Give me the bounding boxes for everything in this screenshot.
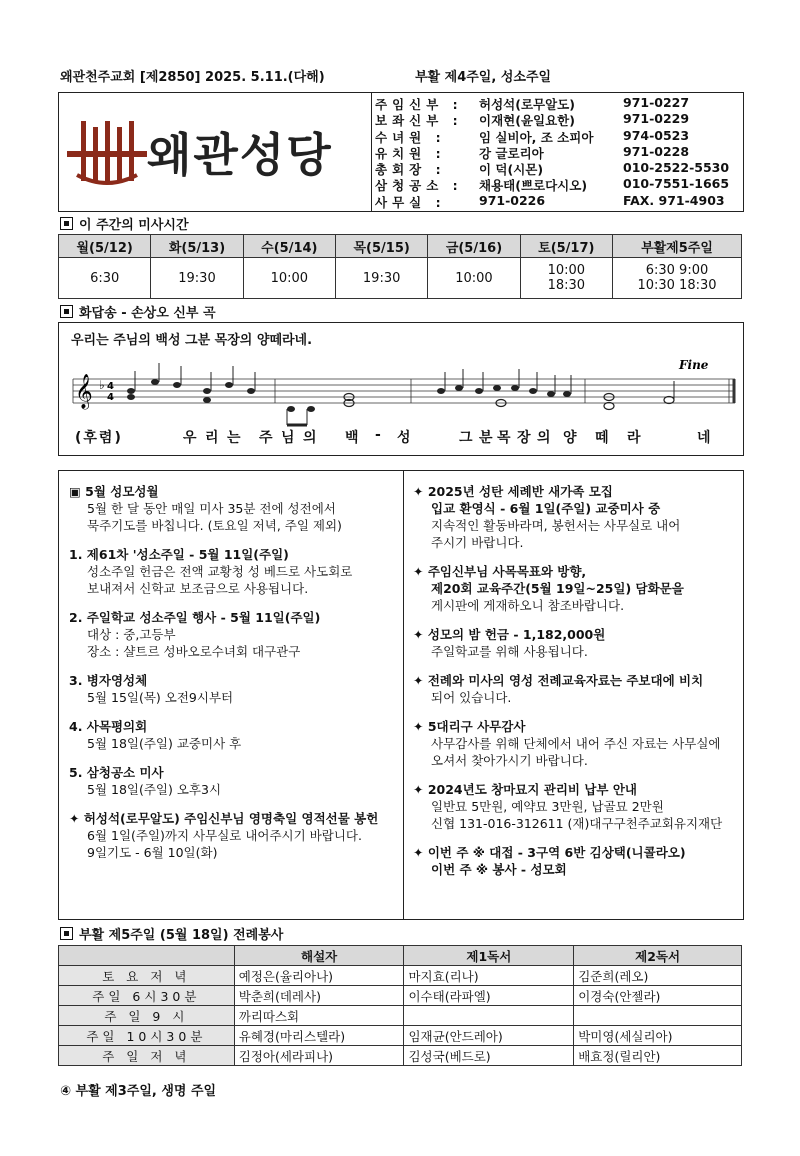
roster-header: 제1독서 xyxy=(404,946,574,966)
notice-text: 사무감사를 위해 단체에서 내어 주신 자료는 사무실에 xyxy=(431,736,721,751)
notice-text: 장소 : 샬트르 성바오로수녀회 대구관구 xyxy=(87,644,301,659)
roster-mass-label: 토 요 저 녁 xyxy=(59,966,235,986)
staff-row xyxy=(375,144,739,160)
psalm-refrain-lyrics xyxy=(75,427,713,447)
roster-commentator: 김정아(세라피나) xyxy=(234,1046,404,1066)
mass-time-cell xyxy=(428,258,520,299)
notice-text: 주일학교를 위해 사용됩니다. xyxy=(431,644,588,659)
mass-time-cell xyxy=(335,258,427,299)
staff-name: 이재현(윤일요한) xyxy=(479,113,575,129)
square-bullet-icon xyxy=(60,927,73,940)
roster-header: 제2독서 xyxy=(574,946,742,966)
notice-text: 대상 : 중,고등부 xyxy=(87,627,176,642)
notice-heading: ▣ 5월 성모성월 xyxy=(69,484,159,499)
notice-item xyxy=(413,718,739,769)
lyric-syllable: 백 xyxy=(345,430,361,446)
notice-item xyxy=(69,546,399,597)
bulletin-issue: 왜관천주교회 [제2850] 2025. 5.11.(다해) xyxy=(60,70,325,85)
liturgical-day: 부활 제4주일, 성소주일 xyxy=(415,70,552,85)
staff-role: 총회장 : xyxy=(375,162,446,178)
staff-name: 강 글로리아 xyxy=(479,145,544,161)
notice-text: 보내져서 신학교 보조금으로 사용됩니다. xyxy=(87,581,309,596)
mass-schedule-table xyxy=(58,234,742,299)
svg-text:Fine: Fine xyxy=(679,358,709,372)
notice-text: 9일기도 - 6월 10일(화) xyxy=(87,845,218,860)
notice-item xyxy=(413,563,739,614)
mass-day-header: 월(5/12) xyxy=(59,235,151,258)
roster-mass-label: 주일 10시30분 xyxy=(59,1026,235,1046)
notice-heading: 2. 주일학교 성소주일 행사 - 5월 11일(주일) xyxy=(69,610,321,625)
notice-item xyxy=(69,483,399,534)
roster-row xyxy=(59,966,742,986)
mass-time: 19:30 xyxy=(178,270,216,286)
mass-day-header: 금(5/16) xyxy=(428,235,520,258)
roster-row xyxy=(59,1046,742,1066)
notice-item xyxy=(413,781,739,832)
roster-first-reader: 이수태(라파엘) xyxy=(404,986,574,1006)
mass-time: 10:00 xyxy=(547,263,586,278)
service-section-title: 부활 제5주일 (5월 18일) 전례봉사 xyxy=(60,924,283,943)
roster-second-reader: 배효정(릴리안) xyxy=(574,1046,742,1066)
roster-corner xyxy=(59,946,235,966)
roster-row xyxy=(59,1006,742,1026)
roster-second-reader: 박미영(세실리아) xyxy=(574,1026,742,1046)
lyric-syllable: 네 xyxy=(697,430,713,446)
notice-item xyxy=(69,764,399,798)
notice-text: 오셔서 찾아가시기 바랍니다. xyxy=(431,753,588,768)
notice-text: 게시판에 게재하오니 참조바랍니다. xyxy=(431,598,625,613)
svg-text:♭: ♭ xyxy=(99,378,105,392)
service-roster-table xyxy=(58,945,742,1066)
notice-heading: 5. 삼청공소 미사 xyxy=(69,765,164,780)
lyric-syllable: 라 xyxy=(627,430,643,446)
mass-time: 18:30 xyxy=(547,278,586,293)
staff-phone: 971-0228 xyxy=(623,143,690,159)
staff-row xyxy=(375,95,739,111)
roster-second-reader: 김준희(레오) xyxy=(574,966,742,986)
refrain-label: (후렴) xyxy=(75,430,123,446)
roster-commentator: 유혜경(마리스텔라) xyxy=(234,1026,404,1046)
staff-role: 수녀원 : xyxy=(375,129,446,145)
lyric-syllable: - xyxy=(375,427,383,443)
roster-first-reader xyxy=(404,1006,574,1026)
parish-name: 왜관성당 xyxy=(147,128,333,182)
notice-text: 5월 15일(목) 오전9시부터 xyxy=(87,690,234,705)
psalm-text: 우리는 주님의 백성 그분 목장의 양떼라네. xyxy=(71,333,313,348)
notice-item xyxy=(69,672,399,706)
notice-text: 5월 18일(주일) 교중미사 후 xyxy=(87,736,242,751)
notice-subheading: 입교 환영식 - 6월 1일(주일) 교중미사 중 xyxy=(431,501,661,516)
staff-name: 이 덕(시몬) xyxy=(479,162,544,178)
right-notices xyxy=(413,483,739,890)
notice-item xyxy=(413,483,739,551)
mass-day-header: 수(5/14) xyxy=(243,235,335,258)
lyric-syllable: 리 xyxy=(205,430,221,446)
page-footer: ④ 부활 제3주일, 생명 주일 xyxy=(60,1084,217,1099)
mass-time-cell xyxy=(151,258,243,299)
roster-commentator: 까리따스회 xyxy=(234,1006,404,1026)
lyric-syllable: 그 xyxy=(459,430,475,446)
left-notices xyxy=(69,483,399,873)
roster-mass-label: 주일 6시30분 xyxy=(59,986,235,1006)
lyric-syllable: 님 xyxy=(281,430,297,446)
notice-subheading: 이번 주 ※ 봉사 - 성모회 xyxy=(431,862,567,877)
staff-phone: 971-0229 xyxy=(623,111,690,127)
staff-row xyxy=(375,176,739,192)
notice-heading: ✦ 성모의 밤 헌금 - 1,182,000원 xyxy=(413,627,606,642)
staff-name: 채용태(쁘로다시오) xyxy=(479,178,588,194)
music-staff xyxy=(59,349,743,429)
roster-mass-label: 주 일 9 시 xyxy=(59,1006,235,1026)
notice-text: 6월 1일(주일)까지 사무실로 내어주시기 바랍니다. xyxy=(87,828,362,843)
staff-phone: 974-0523 xyxy=(623,127,690,143)
notice-text: 성소주일 헌금은 전액 교황청 성 베드로 사도회로 xyxy=(87,564,353,579)
staff-role: 보좌신부 : xyxy=(375,113,463,129)
notice-heading: 3. 병자영성체 xyxy=(69,673,148,688)
mass-time: 19:30 xyxy=(362,270,401,286)
notice-heading: ✦ 전례와 미사의 영성 전례교육자료는 주보대에 비치 xyxy=(413,673,704,688)
staff-role: 사무실 : xyxy=(375,194,446,210)
notice-heading: 4. 사목평의회 xyxy=(69,719,148,734)
notice-heading: ✦ 허성석(로무알도) 주임신부님 영명축일 영적선물 봉헌 xyxy=(69,811,379,826)
svg-text:4: 4 xyxy=(107,381,114,392)
roster-mass-label: 주 일 저 녁 xyxy=(59,1046,235,1066)
svg-text:𝄞: 𝄞 xyxy=(75,374,93,409)
staff-role: 유치원 : xyxy=(375,145,446,161)
square-bullet-icon xyxy=(60,217,73,230)
notice-text: 지속적인 활동바라며, 봉헌서는 사무실로 내어 xyxy=(431,518,681,533)
roster-commentator: 박춘희(데레사) xyxy=(234,986,404,1006)
mass-time: 6:30 9:00 xyxy=(645,263,709,278)
roster-row xyxy=(59,986,742,1006)
roster-first-reader: 마지효(리나) xyxy=(404,966,574,986)
mass-day-header: 목(5/15) xyxy=(335,235,427,258)
lyric-syllable: 주 xyxy=(259,430,275,446)
staff-phone: 971-0227 xyxy=(623,95,690,110)
svg-text:4: 4 xyxy=(107,392,114,403)
staff-directory xyxy=(375,95,739,209)
roster-commentator: 예정은(율리아나) xyxy=(234,966,404,986)
roster-header: 해설자 xyxy=(234,946,404,966)
mass-day-header: 부활제5주일 xyxy=(612,235,741,258)
roster-second-reader xyxy=(574,1006,742,1026)
lyric-syllable: 목 xyxy=(497,430,513,446)
notice-heading: 1. 제61차 '성소주일 - 5월 11일(주일) xyxy=(69,547,289,562)
staff-row xyxy=(375,193,739,209)
notice-subheading: 제20회 교육주간(5월 19일~25일) 담화문을 xyxy=(431,581,684,596)
notice-item xyxy=(413,626,739,660)
mass-time: 10:30 18:30 xyxy=(637,278,717,293)
notice-text: 묵주기도를 바칩니다. (토요일 저녁, 주일 제외) xyxy=(87,518,342,533)
lyric-syllable: 떼 xyxy=(595,430,611,446)
roster-first-reader: 김성국(베드로) xyxy=(404,1046,574,1066)
staff-name: 허성석(로무알도) xyxy=(479,97,575,112)
psalm-score xyxy=(58,322,744,456)
notice-heading: ✦ 5대리구 사무감사 xyxy=(413,719,526,734)
mass-time: 6:30 xyxy=(90,270,120,286)
lyric-syllable: 양 xyxy=(563,430,579,446)
notice-text: 주시기 바랍니다. xyxy=(431,535,524,550)
mass-time-cell xyxy=(520,258,612,299)
psalm-section-title: 화답송 - 손상오 신부 곡 xyxy=(60,302,216,321)
staff-name: 임 실비아, 조 소피아 xyxy=(479,129,594,145)
roster-second-reader: 이경숙(안젤라) xyxy=(574,986,742,1006)
staff-row xyxy=(375,160,739,176)
notice-item xyxy=(413,844,739,878)
lyric-syllable: 의 xyxy=(303,430,319,446)
staff-phone: FAX. 971-4903 xyxy=(623,192,725,208)
notice-text: 되어 있습니다. xyxy=(431,690,512,705)
mass-time: 10:00 xyxy=(270,270,309,286)
lyric-syllable: 성 xyxy=(397,430,413,446)
lyric-syllable: 우 xyxy=(183,430,199,446)
notice-text: 5월 18일(주일) 오후3시 xyxy=(87,782,222,797)
notice-heading: ✦ 이번 주 ※ 대접 - 3구역 6반 김상택(니콜라오) xyxy=(413,845,686,860)
parish-info-box xyxy=(58,92,744,212)
notice-item xyxy=(69,810,399,861)
staff-row xyxy=(375,111,739,127)
mass-day-header: 화(5/13) xyxy=(151,235,243,258)
notice-text: 신협 131-016-312611 (재)대구구천주교회유지재단 xyxy=(431,816,723,831)
mass-time-cell xyxy=(243,258,335,299)
lyric-syllable: 는 xyxy=(227,430,243,446)
notice-item xyxy=(413,672,739,706)
roster-row xyxy=(59,1026,742,1046)
notice-item xyxy=(69,718,399,752)
parish-logo xyxy=(59,93,372,211)
notice-heading: ✦ 주임신부님 사목목표와 방향, xyxy=(413,564,587,579)
mass-time: 10:00 xyxy=(455,270,493,286)
notice-text: 5월 한 달 동안 매일 미사 35분 전에 성전에서 xyxy=(87,501,336,516)
church-logo-icon xyxy=(67,115,147,195)
square-bullet-icon xyxy=(60,305,73,318)
notice-heading: ✦ 2025년 성탄 세례반 새가족 모집 xyxy=(413,484,613,499)
staff-role: 삼청공소 : xyxy=(375,178,463,194)
lyric-syllable: 장 xyxy=(517,430,533,446)
bulletin-header xyxy=(60,66,740,88)
roster-first-reader: 임재균(안드레아) xyxy=(404,1026,574,1046)
lyric-syllable: 의 xyxy=(537,430,553,446)
mass-section-title: 이 주간의 미사시간 xyxy=(60,214,189,233)
notice-heading: ✦ 2024년도 창마묘지 관리비 납부 안내 xyxy=(413,782,637,797)
staff-phone: 010-2522-5530 xyxy=(623,160,730,176)
mass-time-cell xyxy=(59,258,151,299)
staff-phone: 010-7551-1665 xyxy=(623,176,730,192)
notices-box xyxy=(58,470,744,920)
mass-time-cell xyxy=(612,258,741,299)
staff-role: 주임신부 : xyxy=(375,97,463,112)
staff-row xyxy=(375,128,739,144)
notice-item xyxy=(69,609,399,660)
mass-day-header: 토(5/17) xyxy=(520,235,612,258)
column-divider xyxy=(403,471,404,919)
notice-text: 일반묘 5만원, 예약묘 3만원, 납골묘 2만원 xyxy=(431,799,664,814)
staff-name: 971-0226 xyxy=(479,192,546,208)
lyric-syllable: 분 xyxy=(479,430,495,446)
